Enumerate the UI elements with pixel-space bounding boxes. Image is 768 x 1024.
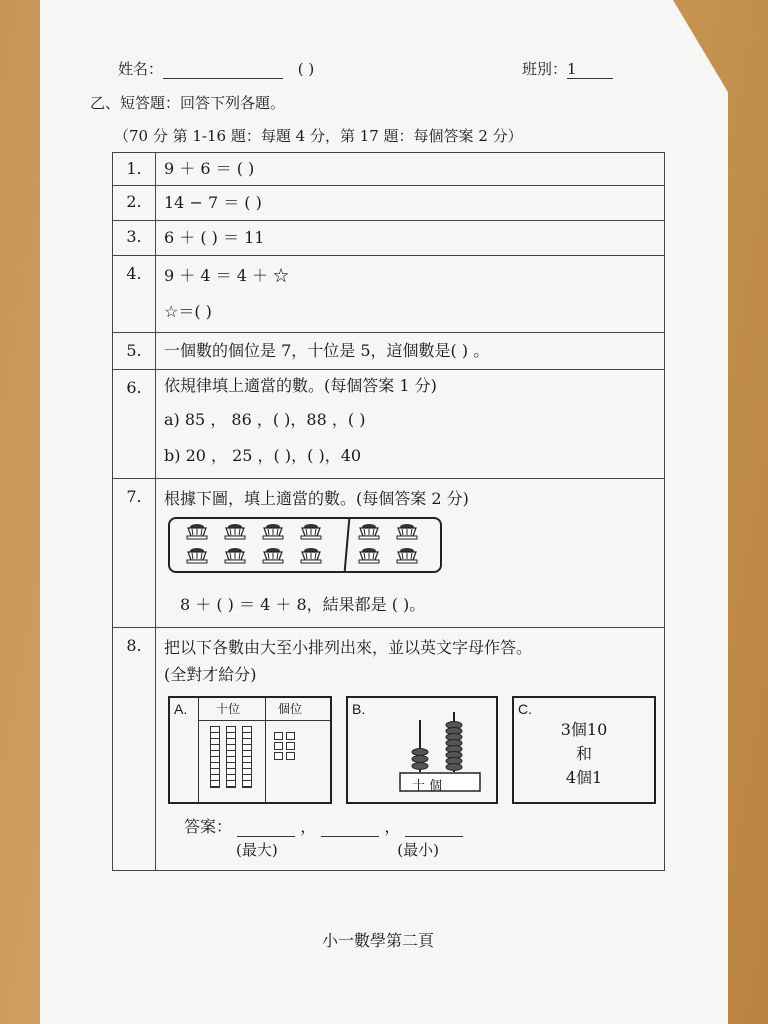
option-c-line3: 4個1: [565, 768, 603, 787]
ones-cube: [274, 732, 283, 740]
bowl-icon: [356, 547, 382, 565]
name-field: [118, 58, 314, 79]
page-footer: 小一數學第二頁: [322, 931, 435, 950]
question-5-text: 一個數的個位是 7，十位是 5，這個數是( ) 。: [164, 341, 490, 360]
question-7-equation: 8 ＋ ( ) ＝ 4 ＋ 8，結果都是 ( )。: [180, 595, 426, 614]
bowl-icon: [222, 523, 248, 541]
question-number: 2.: [113, 186, 156, 221]
question-number: 3.: [113, 221, 156, 256]
bowl-icon: [260, 523, 286, 541]
bowl-icon: [298, 547, 324, 565]
smallest-hint: (最小): [397, 841, 439, 859]
tens-rod: [242, 726, 252, 788]
question-4-line2: ☆＝( ): [164, 302, 212, 321]
question-7-prompt: 根據下圖，填上適當的數。(每個答案 2 分): [164, 489, 469, 508]
answer-blank-1[interactable]: [237, 836, 295, 837]
answer-hints: [236, 839, 656, 860]
answer-blank-2[interactable]: [321, 836, 379, 837]
question-row-3: [113, 221, 665, 256]
question-number: 7.: [113, 479, 156, 628]
question-number: 8.: [113, 628, 156, 871]
name-paren: ( ): [297, 60, 315, 78]
bowl-icon: [356, 523, 382, 541]
option-b-tag: B.: [352, 701, 366, 717]
question-row-8: [113, 628, 665, 871]
bowl-icon: [184, 547, 210, 565]
option-panels: [168, 696, 656, 804]
section-title: 乙、短答題：回答下列各題。: [90, 94, 286, 112]
question-6-part-b: b) 20 ， 25 ，( )，( )，40: [164, 446, 362, 465]
answer-row: 答案： ， ，: [184, 814, 656, 837]
question-6-part-a: a) 85 ， 86 ，( )，88 ，( ): [164, 410, 366, 429]
tens-rod: [210, 726, 220, 788]
question-row-6: [113, 370, 665, 479]
question-number: 6.: [113, 370, 156, 479]
option-b-abacus: [346, 696, 498, 804]
ones-cube: [286, 742, 295, 750]
picture-divider: [344, 519, 351, 571]
question-1-text: 9 ＋ 6 ＝ ( ): [164, 159, 255, 178]
bowl-icon: [394, 523, 420, 541]
option-a-place-value-chart: [168, 696, 332, 804]
ones-header: 個位: [278, 702, 303, 716]
option-c-tag: C.: [518, 701, 532, 717]
ones-cube: [286, 752, 295, 760]
class-field: [522, 58, 613, 79]
questions-table: [112, 152, 665, 871]
section-marks: （70 分 第 1-16 題：每題 4 分，第 17 題：每個答案 2 分）: [114, 127, 523, 145]
ones-cube: [274, 742, 283, 750]
class-value: 1: [567, 60, 613, 79]
question-row-2: [113, 186, 665, 221]
name-label: 姓名：: [118, 60, 164, 78]
abacus-label: 十 個: [412, 779, 443, 794]
question-row-5: [113, 333, 665, 370]
bowl-icon: [222, 547, 248, 565]
option-c-description: [512, 696, 656, 804]
bowl-icon: [394, 547, 420, 565]
question-number: 5.: [113, 333, 156, 370]
question-8-note: (全對才給分): [164, 665, 257, 684]
ones-cube: [274, 752, 283, 760]
question-4-line1: 9 ＋ 4 ＝ 4 ＋ ☆: [164, 266, 290, 285]
class-label: 班別：: [522, 60, 568, 78]
question-row-4: [113, 256, 665, 333]
chart-header-line: [198, 720, 330, 721]
bowl-icon: [184, 523, 210, 541]
ones-cube: [286, 732, 295, 740]
largest-hint: (最大): [236, 841, 278, 859]
question-row-1: [113, 153, 665, 186]
tens-header: 十位: [216, 702, 241, 716]
answer-label: 答案：: [184, 817, 233, 836]
bowl-icon: [260, 547, 286, 565]
question-number: 1.: [113, 153, 156, 186]
question-number: 4.: [113, 256, 156, 333]
question-6-prompt: 依規律填上適當的數。(每個答案 1 分): [164, 376, 437, 395]
option-c-line2: 和: [575, 744, 592, 763]
answer-blank-3[interactable]: [405, 836, 463, 837]
tens-rod: [226, 726, 236, 788]
bowl-picture: [168, 517, 442, 573]
name-blank[interactable]: [163, 78, 283, 79]
question-3-text: 6 ＋ ( ) ＝ 11: [164, 228, 265, 247]
bowl-icon: [298, 523, 324, 541]
question-row-7: [113, 479, 665, 628]
question-8-prompt: 把以下各數由大至小排列出來，並以英文字母作答。: [164, 638, 533, 657]
question-2-text: 14 − 7 ＝ ( ): [164, 193, 262, 212]
option-c-line1: 3個10: [560, 720, 608, 739]
option-a-tag: A.: [174, 701, 188, 717]
